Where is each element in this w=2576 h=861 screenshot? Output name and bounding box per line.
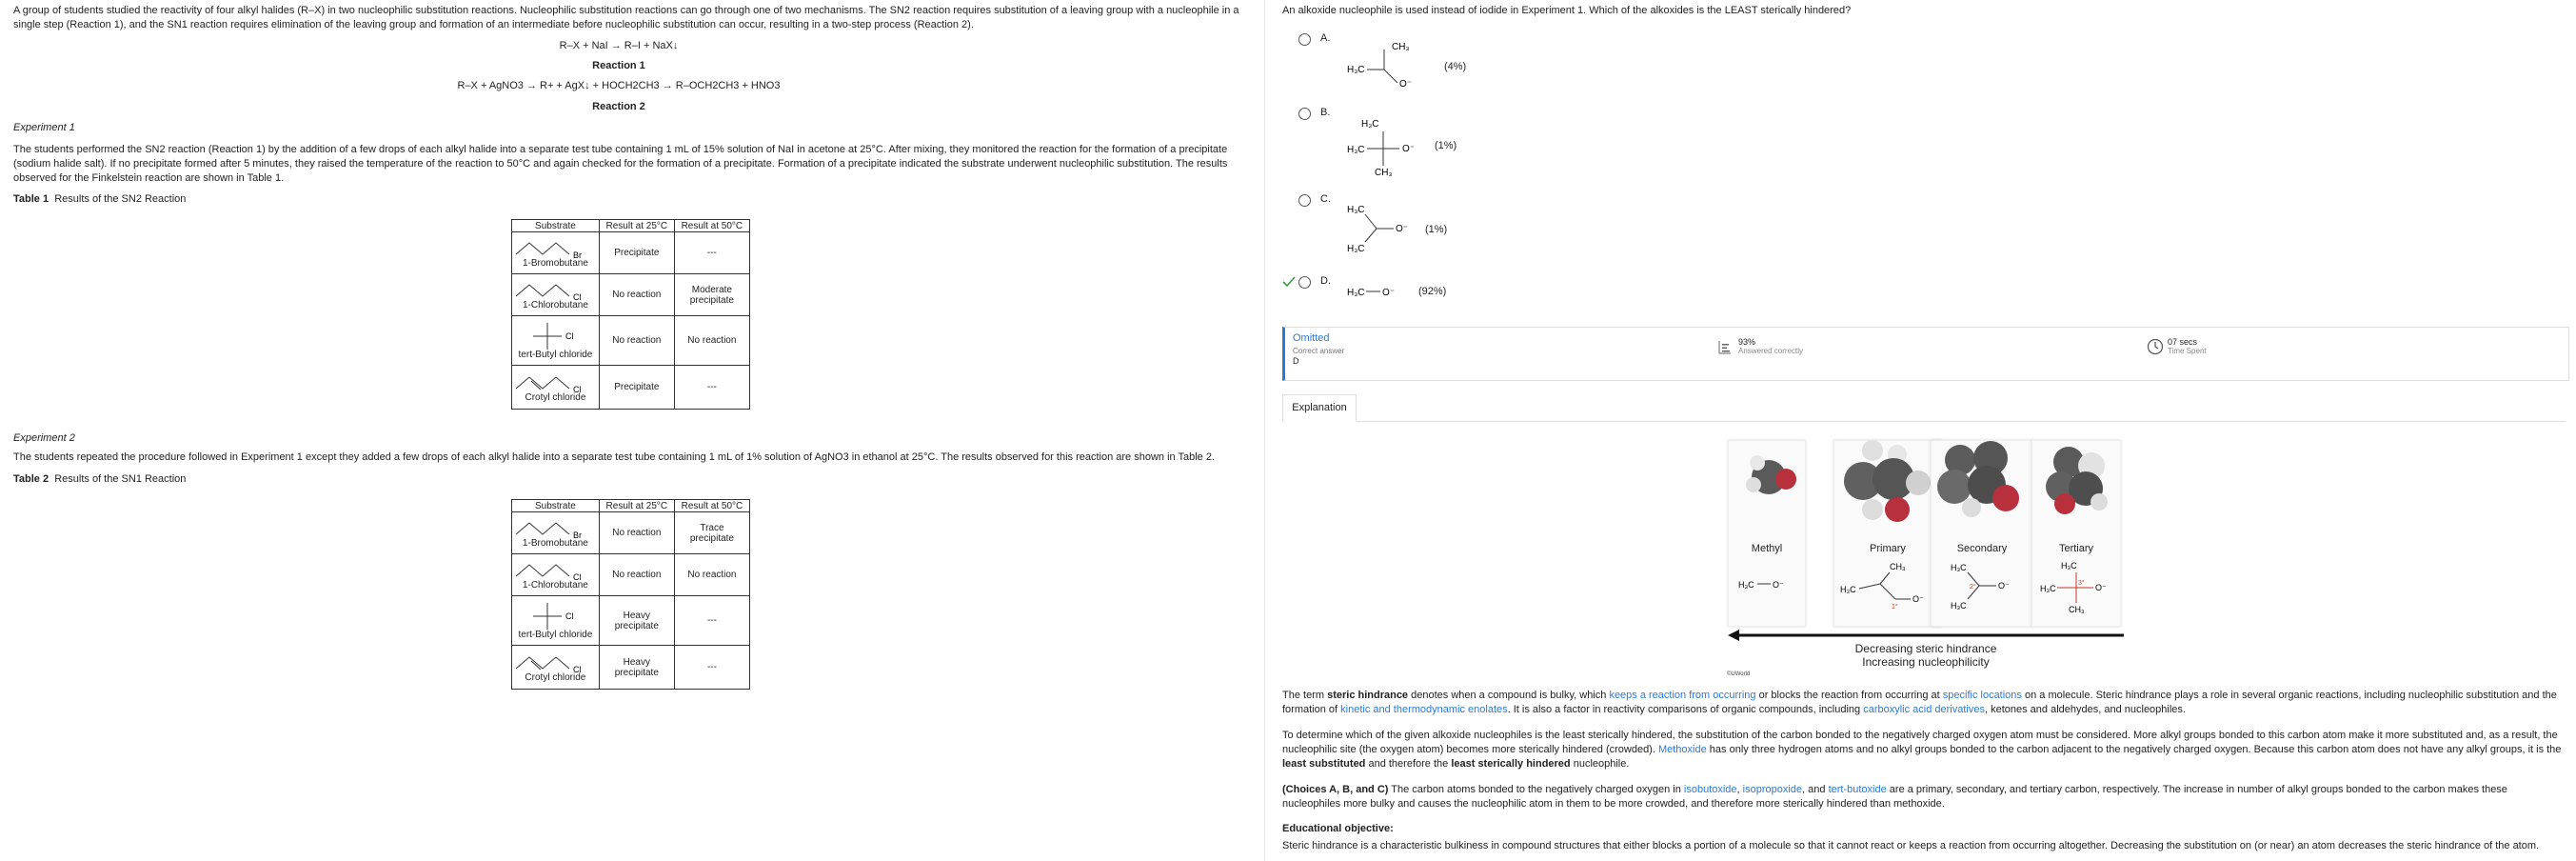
table1-caption-title: Results of the SN2 Reaction [54, 193, 187, 205]
link-tert-butoxide[interactable]: tert-butoxide [1828, 784, 1887, 795]
svg-text:3°: 3° [2078, 580, 2085, 587]
experiment2-text: The students repeated the procedure followed in Experiment 1 except they added a few drops of each alkyl halide into a separate test tube containing 1 mL of 1% solution of AgNO3 in ethanol at 25°C. The results observed for this reaction are shown in Table 2. [13, 451, 1216, 463]
svg-text:H₃C: H₃C [1347, 244, 1365, 254]
table-row [512, 274, 750, 316]
tert-butyl-chloride-structure [512, 601, 596, 630]
link-keeps-reaction[interactable]: keeps a reaction from occurring [1609, 690, 1756, 701]
svg-text:2°: 2° [1970, 584, 1976, 591]
substrate-name: tert-Butyl chloride [518, 630, 593, 640]
percent-correct-value: 93% [1738, 337, 1756, 347]
tertiary-card [2031, 440, 2121, 627]
1-bromobutane-structure [512, 237, 596, 258]
reaction2-label: Reaction 2 [592, 101, 645, 112]
svg-text:CH₃: CH₃ [2069, 605, 2085, 614]
svg-text:CH₃: CH₃ [1392, 42, 1410, 52]
link-carboxylic-acid-derivatives[interactable]: carboxylic acid derivatives [1863, 704, 1985, 715]
table2-caption-title: Results of the SN1 Reaction [54, 473, 187, 485]
primary-alkoxide-structure [1836, 559, 1939, 611]
passage-intro: A group of students studied the reactivity of four alkyl halides (R–X) in two nucleophilic substitution reactions. Nucleophilic substitution reactions can go through one of two mechanisms. The SN2 reaction requires substitution of a leaving group with a nucleophile in a single step (Reaction 1), and the SN1 reaction requires elimination of the leaving group and formation of an intermediate before nucleophilic substitution can occur, resulting in a two-step process (Reaction 2). [13, 5, 1239, 30]
radio-button[interactable] [1298, 108, 1311, 120]
svg-text:O⁻: O⁻ [1382, 288, 1396, 298]
decreasing-hindrance-arrow [1726, 629, 2126, 642]
halogen-label: Cl [573, 665, 582, 674]
results-table-1 [511, 219, 750, 410]
table-header: Result at 50°C [674, 500, 749, 512]
substrate-name: 1-Chlorobutane [522, 300, 588, 310]
table-header: Result at 25°C [599, 220, 674, 232]
link-isobutoxide[interactable]: isobutoxide [1683, 784, 1737, 795]
tab-bar [1282, 394, 2566, 422]
option-letter: A. [1320, 32, 1331, 44]
explanation-paragraph-2: To determine which of the given alkoxide nucleophiles is the least sterically hindered, the substitution of the carbon bonded to the negatively charged oxygen atom must be considered. More alkyl groups bonded to this carbon atom make it more substituted and, as a result, the nucleophilic site (the oxygen atom) becomes more sterically hindered (crowded). Methoxide has only three hydrogen atoms and no alkyl groups bonded to the carbon adjacent to the negatively charged oxygen. Because this carbon atom does not have any alkyl groups, it is the least substituted and therefore the least sterically hindered nucleophile. [1282, 730, 2562, 770]
arrow-caption-line1: Decreasing steric hindrance [1854, 642, 1997, 655]
svg-text:H₃C: H₃C [1738, 580, 1754, 590]
tert-butyl-chloride-structure [512, 321, 596, 350]
clock-icon [2147, 338, 2164, 355]
result-25c: Precipitate [599, 366, 674, 410]
table1-caption-number: Table 1 [13, 193, 50, 205]
isopropoxide-structure [1342, 198, 1437, 255]
1-chlorobutane-structure [512, 559, 596, 580]
explanation-paragraph-1: The term steric hindrance denotes when a compound is bulky, which keeps a reaction from occurring or blocks the reaction from occurring at specific locations on a molecule. Steric hindrance plays a role in several organic reactions, including nucleophilic substitution and the formation of kinetic and thermodynamic enolates. It is also a factor in reactivity comparisons of organic compounds, including carboxylic acid derivatives, ketones and aldehydes, and nucleophiles. [1282, 690, 2557, 715]
tab-explanation[interactable]: Explanation [1282, 394, 1357, 422]
methyl-alkoxide-structure [1733, 574, 1801, 593]
result-50c: No reaction [674, 316, 749, 366]
table-header: Substrate [512, 220, 600, 232]
status-label: Omitted [1293, 332, 1330, 344]
radio-button[interactable] [1298, 33, 1311, 46]
experiment2-heading: Experiment 2 [13, 432, 75, 444]
halogen-label: Cl [565, 611, 574, 621]
svg-text:H₃C: H₃C [1347, 65, 1365, 75]
explanation-paragraph-3: (Choices A, B, and C) The carbon atoms bonded to the negatively charged oxygen in isobutoxide, isopropoxide, and tert-butoxide are a primary, secondary, and tertiary carbon, respectively. The increase in number of alkyl groups bonded to the carbon makes these nucleophiles more bulky and causes the nucleophilic atom in them to be more crowded, and therefore more sterically hindered than methoxide. [1282, 784, 2507, 810]
bar-chart-icon [1717, 339, 1733, 354]
radio-button[interactable] [1298, 276, 1311, 289]
result-50c: --- [674, 596, 749, 646]
link-methoxide[interactable]: Methoxide [1657, 744, 1707, 755]
methyl-spacefill-model [1729, 441, 1805, 508]
svg-text:H₃C: H₃C [1347, 205, 1365, 215]
halogen-label: Cl [573, 292, 582, 302]
1-bromobutane-structure [512, 517, 596, 538]
option-letter: C. [1320, 193, 1331, 205]
result-25c: No reaction [599, 554, 674, 596]
table-header: Result at 50°C [674, 220, 749, 232]
svg-text:H₃C: H₃C [1347, 288, 1365, 298]
result-50c: --- [674, 366, 749, 410]
table2-caption-number: Table 2 [13, 473, 50, 485]
1-chlorobutane-structure [512, 279, 596, 300]
substrate-cell [512, 366, 600, 410]
result-25c: Heavy precipitate [599, 596, 674, 646]
result-25c: Heavy precipitate [599, 646, 674, 690]
svg-text:O⁻: O⁻ [1396, 224, 1409, 234]
halogen-label: Br [573, 250, 582, 260]
table1-caption [13, 193, 186, 205]
substrate-cell [512, 554, 600, 596]
figure-credit: ©UWorld [1727, 671, 1751, 677]
table-row [512, 646, 750, 690]
halogen-label: Cl [573, 572, 582, 582]
svg-text:H₃C: H₃C [1840, 585, 1856, 594]
tert-butoxide-structure [1342, 112, 1437, 177]
table-row [512, 512, 750, 554]
substrate-name: Crotyl chloride [525, 672, 586, 683]
link-isopropoxide[interactable]: isopropoxide [1742, 784, 1803, 795]
result-25c: No reaction [599, 512, 674, 554]
substrate-cell [512, 596, 600, 646]
halogen-label: Br [573, 531, 582, 540]
result-50c: Moderate precipitate [674, 274, 749, 316]
result-50c: --- [674, 232, 749, 274]
svg-text:H₃C: H₃C [1361, 119, 1379, 130]
link-specific-locations[interactable]: specific locations [1942, 690, 2022, 701]
crotyl-chloride-structure [512, 371, 596, 392]
question-prompt: An alkoxide nucleophile is used instead of iodide in Experiment 1. Which of the alkoxides is the LEAST sterically hindered? [1282, 5, 1852, 16]
svg-text:O⁻: O⁻ [1998, 581, 2010, 591]
svg-text:H₃C: H₃C [1951, 601, 1967, 611]
methoxide-structure [1342, 282, 1399, 301]
figure-label: Secondary [1956, 543, 2008, 554]
svg-text:H₃C: H₃C [2061, 561, 2077, 571]
correct-answer-value: D [1293, 356, 1299, 366]
radio-button[interactable] [1298, 194, 1311, 207]
figure-label: Primary [1870, 543, 1906, 554]
result-50c: Trace precipitate [674, 512, 749, 554]
results-table-2 [511, 499, 750, 690]
panel-divider [1264, 0, 1265, 861]
svg-text:H₃C: H₃C [1951, 563, 1967, 572]
time-spent-value: 07 secs [2168, 337, 2198, 347]
percent-correct-label: Answered correctly [1738, 347, 1804, 355]
svg-text:H₃C: H₃C [2040, 584, 2056, 593]
substrate-name: 1-Bromobutane [522, 258, 588, 269]
table-header: Result at 25°C [599, 500, 674, 512]
result-25c: No reaction [599, 316, 674, 366]
substrate-cell [512, 646, 600, 690]
table-row [512, 554, 750, 596]
tertiary-spacefill-model [2032, 441, 2120, 536]
correct-answer-label: Correct answer [1293, 347, 1345, 355]
experiment1-text: The students performed the SN2 reaction (Reaction 1) by the addition of a few drops of each alkyl halide into a separate test tube containing 1 mL of 15% solution of NaI in acetone at 25°C. After mixing, they monitored the reaction for the formation of a precipitate (sodium halide salt). If no precipitate formed after 5 minutes, they raised the temperature of the reaction to 50°C and again checked for the formation of a precipitate. Formation of a precipitate indicated the substrate underwent nucleophilic substitution. The results observed for the Finkelstein reaction are shown in Table 1. [13, 144, 1228, 184]
primary-spacefill-model [1834, 441, 1941, 536]
secondary-spacefill-model [1932, 441, 2032, 536]
option-letter: D. [1320, 275, 1331, 287]
option-percent: (1%) [1435, 140, 1457, 151]
result-stats-bar [1282, 327, 2569, 381]
arrow-caption-line2: Increasing nucleophilicity [1862, 655, 1990, 669]
substrate-name: tert-Butyl chloride [518, 350, 593, 360]
reaction1-equation: R–X + NaI → R–I + NaX↓ [559, 40, 679, 51]
table-row [512, 232, 750, 274]
secondary-card [1931, 440, 2033, 627]
tertiary-alkoxide-structure [2034, 559, 2118, 616]
educational-objective-heading: Educational objective: [1282, 823, 1394, 834]
result-50c: No reaction [674, 554, 749, 596]
isobutoxide-structure [1342, 38, 1447, 95]
result-25c: No reaction [599, 274, 674, 316]
reaction2-equation: R–X + AgNO3 → R+ + AgX↓ + HOCH2CH3 → R–OCH2CH3 + HNO3 [457, 80, 781, 91]
svg-text:O⁻: O⁻ [1402, 144, 1416, 154]
crotyl-chloride-structure [512, 651, 596, 672]
result-50c: --- [674, 646, 749, 690]
halogen-label: Cl [565, 331, 574, 341]
svg-text:O⁻: O⁻ [2095, 583, 2107, 592]
table-row [512, 596, 750, 646]
svg-text:H₃C: H₃C [1347, 145, 1365, 155]
svg-text:CH₃: CH₃ [1375, 168, 1393, 178]
time-spent-label: Time Spent [2168, 347, 2207, 355]
table-header: Substrate [512, 500, 600, 512]
link-enolates[interactable]: kinetic and thermodynamic enolates [1340, 704, 1508, 715]
reaction1-label: Reaction 1 [592, 60, 645, 71]
substrate-cell [512, 274, 600, 316]
substrate-name: 1-Chlorobutane [522, 580, 588, 591]
svg-text:O⁻: O⁻ [1399, 79, 1413, 90]
table-row [512, 366, 750, 410]
substrate-cell [512, 512, 600, 554]
methyl-card [1728, 440, 1806, 627]
substrate-name: Crotyl chloride [525, 392, 586, 403]
substrate-cell [512, 232, 600, 274]
experiment1-heading: Experiment 1 [13, 122, 75, 133]
halogen-label: Cl [573, 385, 582, 394]
option-percent: (1%) [1425, 224, 1448, 235]
svg-text:O⁻: O⁻ [1773, 580, 1784, 590]
svg-text:1°: 1° [1892, 604, 1898, 611]
figure-label: Methyl [1751, 543, 1783, 554]
educational-objective-text: Steric hindrance is a characteristic bulkiness in compound structures that either blocks a portion of a molecule so that it cannot react or keeps a reaction from occurring altogether. Decreasing the substitution on (or near) an atom decreases the steric hindrance of the atom. [1282, 840, 2540, 851]
option-letter: B. [1320, 107, 1331, 118]
checkmark-icon [1282, 276, 1296, 288]
primary-card [1833, 440, 1942, 627]
substrate-name: 1-Bromobutane [522, 538, 588, 549]
table-row [512, 316, 750, 366]
figure-label: Tertiary [2058, 543, 2094, 554]
secondary-alkoxide-structure [1937, 559, 2029, 611]
result-25c: Precipitate [599, 232, 674, 274]
option-percent: (4%) [1444, 61, 1467, 72]
svg-text:O⁻: O⁻ [1912, 594, 1924, 604]
svg-text:CH₃: CH₃ [1890, 562, 1906, 571]
table2-caption [13, 473, 186, 485]
term-steric-hindrance: steric hindrance [1327, 690, 1409, 701]
substrate-cell [512, 316, 600, 366]
option-percent: (92%) [1418, 286, 1447, 297]
